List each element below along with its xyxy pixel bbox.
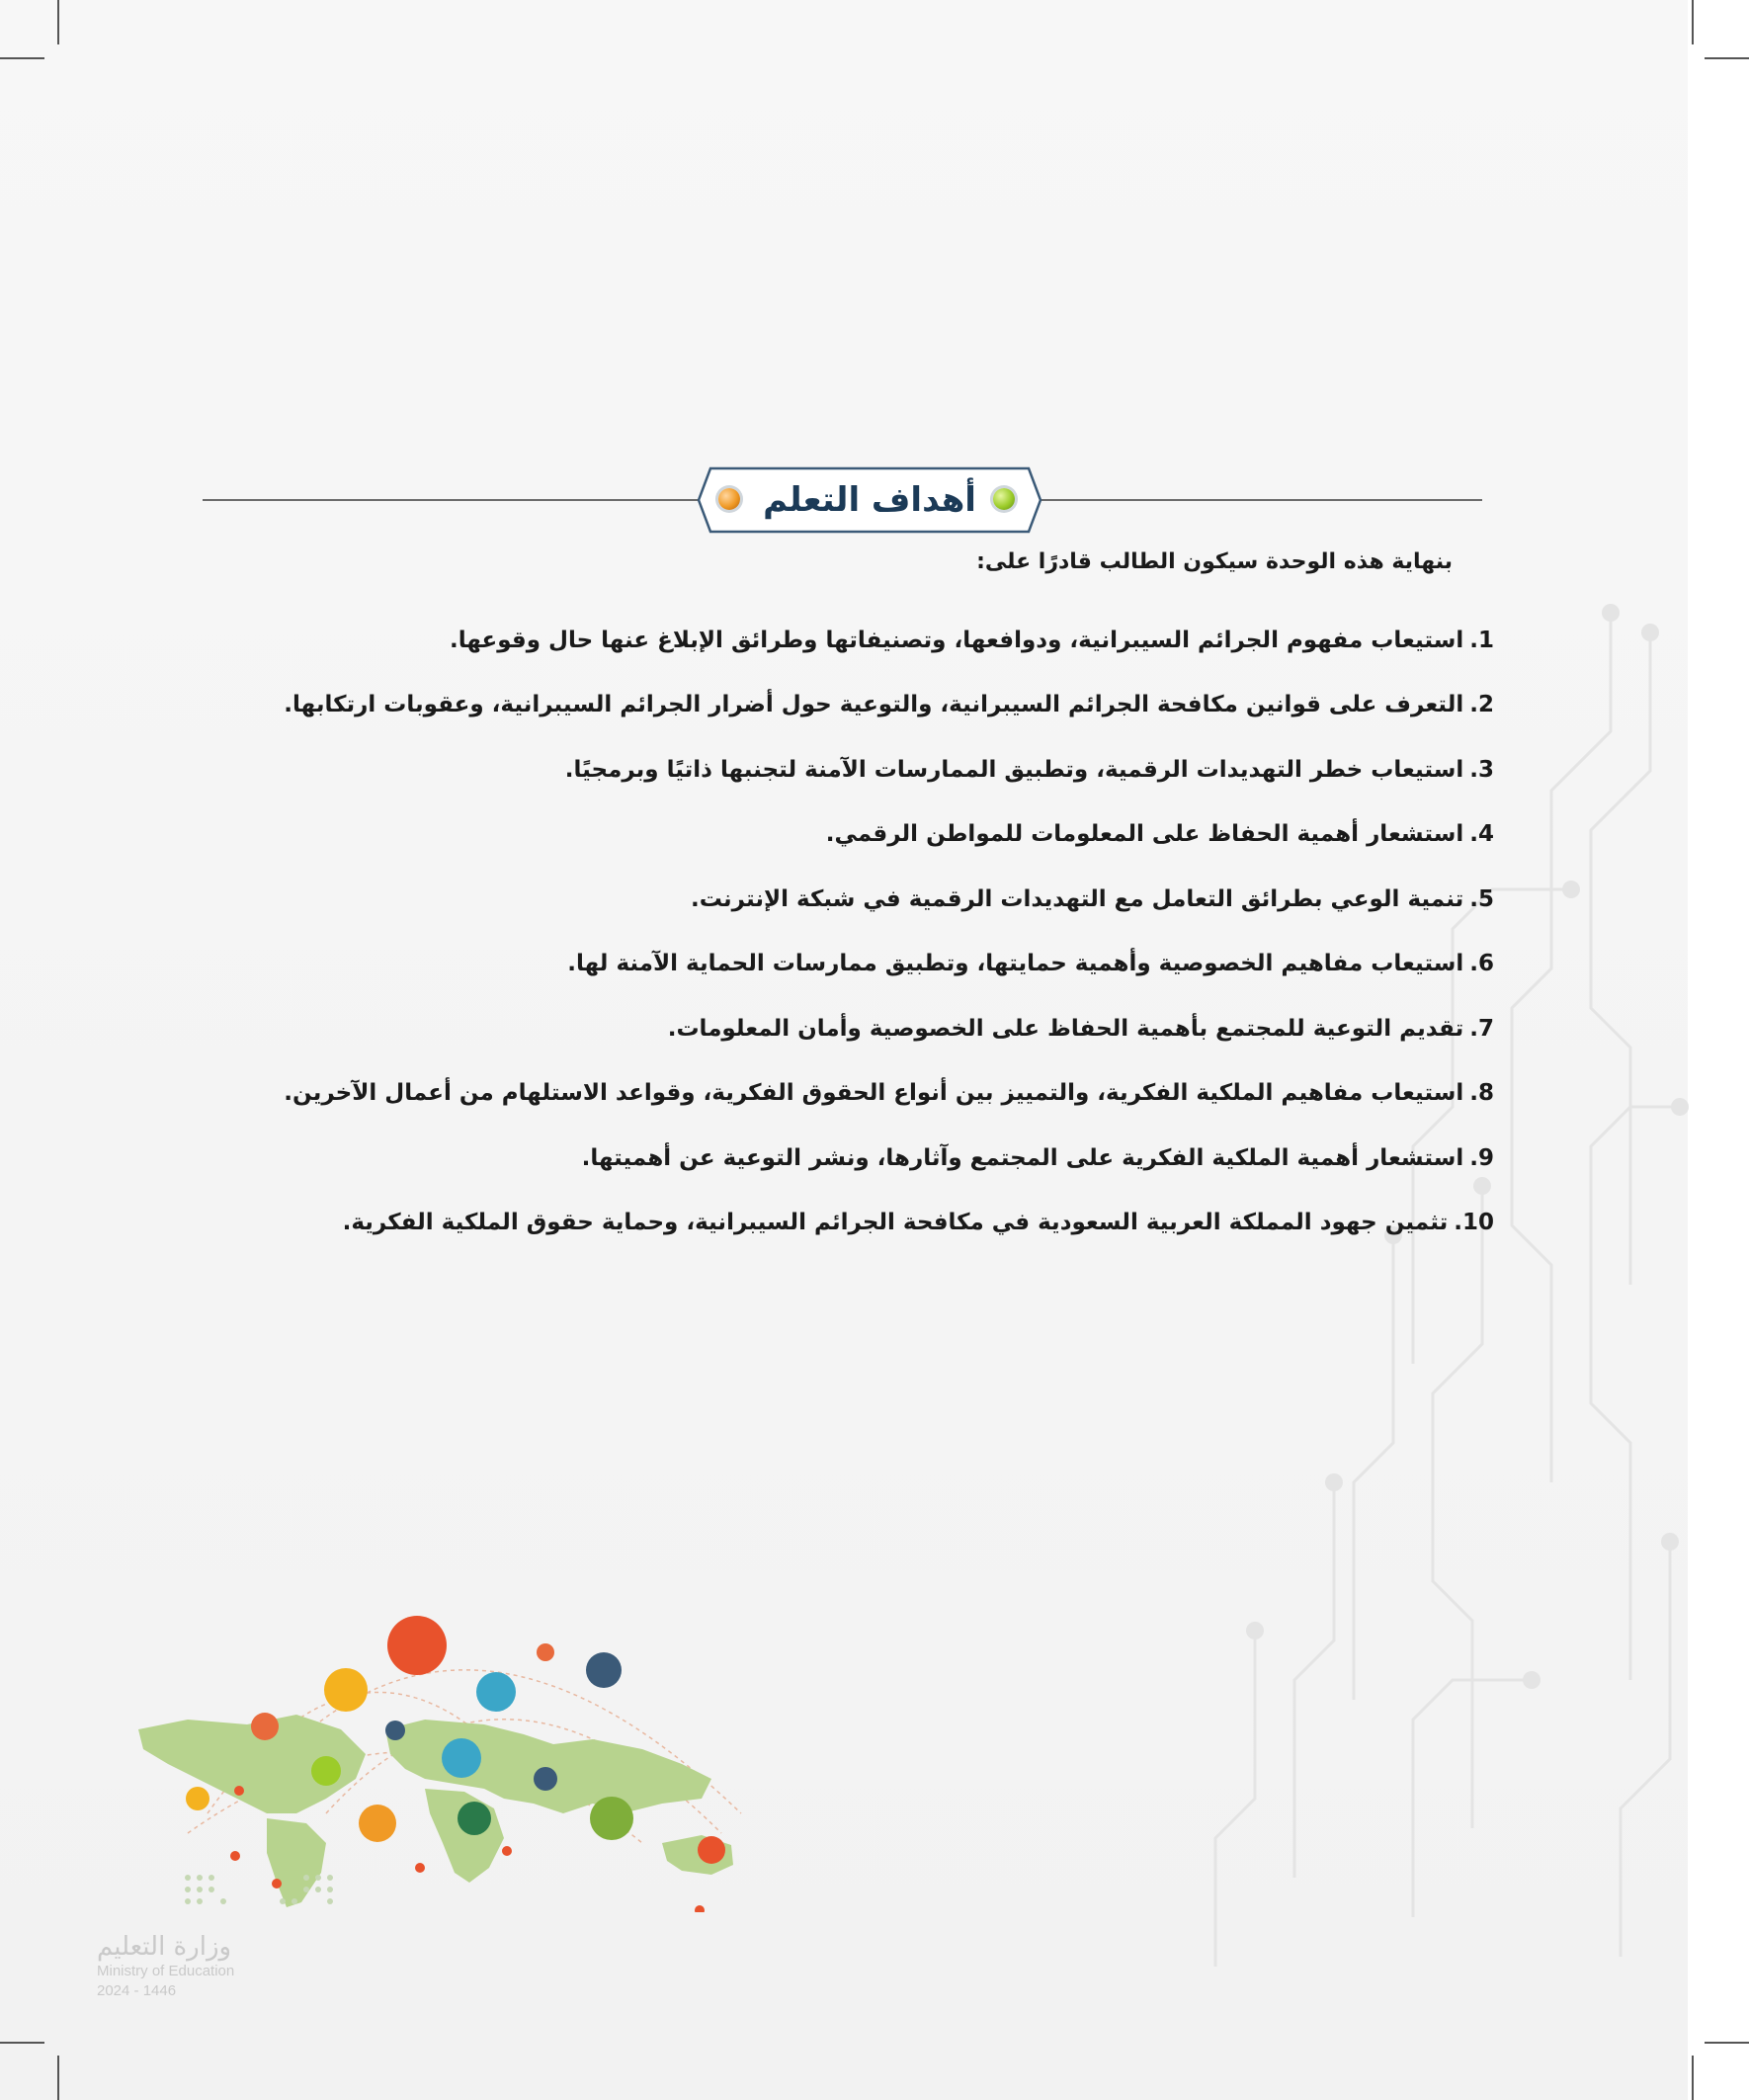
objective-number: 2.	[1469, 692, 1494, 718]
avatar	[324, 1668, 368, 1712]
objective-item	[259, 1126, 1494, 1191]
green-bullet-icon	[993, 488, 1015, 510]
avatar	[385, 1721, 405, 1740]
edition-year: 2024 - 1446	[97, 1982, 177, 1999]
objective-text: استيعاب مفاهيم الملكية الفكرية، والتمييز بين أنواع الحقوق الفكرية، وقواعد الاستلهام من أعمال الآخرين.	[284, 1080, 1464, 1107]
map-pin-icon	[415, 1863, 425, 1873]
avatar	[359, 1805, 396, 1842]
avatar	[537, 1643, 554, 1661]
objective-text: استيعاب مفهوم الجرائم السيبرانية، ودوافعها، وتصنيفاتها وطرائق الإبلاغ عنها حال وقوعها.	[449, 627, 1464, 653]
map-pin-icon	[502, 1846, 512, 1856]
avatar	[442, 1738, 481, 1778]
objective-item	[259, 608, 1494, 673]
objective-text: استشعار أهمية الملكية الفكرية على المجتمع وآثارها، ونشر التوعية عن أهميتها.	[581, 1144, 1464, 1171]
objective-number: 8.	[1469, 1080, 1494, 1107]
avatar	[458, 1802, 491, 1835]
map-pin-icon	[234, 1786, 244, 1796]
title-rule-left	[203, 499, 702, 501]
objective-item	[259, 673, 1494, 738]
objective-number: 4.	[1469, 821, 1494, 848]
avatar	[251, 1713, 279, 1740]
objective-item	[259, 932, 1494, 997]
map-pin-icon	[272, 1879, 282, 1889]
objective-number: 7.	[1469, 1015, 1494, 1042]
avatar	[186, 1787, 209, 1810]
objective-item	[259, 1061, 1494, 1127]
objective-item	[259, 737, 1494, 802]
map-pin-icon	[230, 1851, 240, 1861]
objective-number: 5.	[1469, 885, 1494, 912]
world-map	[138, 1715, 733, 1907]
intro-text: بنهاية هذه الوحدة سيكون الطالب قادرًا على:	[976, 549, 1453, 574]
world-network-illustration	[128, 1517, 781, 1912]
avatar	[534, 1767, 557, 1791]
crop-mark	[57, 0, 59, 44]
crop-mark	[0, 57, 44, 59]
ministry-name-arabic: وزارة التعليم	[97, 1932, 232, 1962]
title-frame	[697, 466, 1042, 534]
crop-mark	[1705, 2042, 1749, 2044]
objective-number: 6.	[1469, 951, 1494, 977]
objective-number: 1.	[1469, 627, 1494, 653]
avatar	[698, 1836, 725, 1864]
map-pin-icon	[695, 1905, 705, 1912]
avatar	[311, 1756, 341, 1786]
objective-item	[259, 1191, 1494, 1256]
page-title: أهداف التعلم	[763, 480, 976, 520]
objectives-list	[259, 608, 1494, 1255]
avatar	[590, 1797, 633, 1840]
crop-mark	[1692, 0, 1694, 44]
ministry-name-english: Ministry of Education	[97, 1963, 235, 1979]
objective-text: التعرف على قوانين مكافحة الجرائم السيبرانية، والتوعية حول أضرار الجرائم السيبرانية، وعقوبات ارتكابها.	[284, 692, 1464, 718]
objective-number: 9.	[1469, 1144, 1494, 1171]
objective-text: استيعاب مفاهيم الخصوصية وأهمية حمايتها، وتطبيق ممارسات الحماية الآمنة لها.	[567, 951, 1464, 977]
orange-bullet-icon	[718, 488, 740, 510]
crop-mark	[57, 2056, 59, 2100]
objective-number: 3.	[1469, 756, 1494, 783]
objective-text: تنمية الوعي بطرائق التعامل مع التهديدات الرقمية في شبكة الإنترنت.	[690, 885, 1464, 912]
objective-item	[259, 996, 1494, 1061]
ministry-logo	[97, 1932, 294, 2001]
objective-text: تقديم التوعية للمجتمع بأهمية الحفاظ على الخصوصية وأمان المعلومات.	[667, 1015, 1464, 1042]
avatar	[387, 1616, 447, 1675]
objective-number: 10.	[1454, 1210, 1494, 1236]
crop-mark	[1692, 2056, 1694, 2100]
objective-text: استشعار أهمية الحفاظ على المعلومات للمواطن الرقمي.	[825, 821, 1464, 848]
avatar	[586, 1652, 622, 1688]
avatar	[476, 1672, 516, 1712]
title-rule-right	[1038, 499, 1482, 501]
objective-item	[259, 867, 1494, 932]
objective-item	[259, 802, 1494, 868]
crop-mark	[0, 2042, 44, 2044]
objective-text: استيعاب خطر التهديدات الرقمية، وتطبيق الممارسات الآمنة لتجنبها ذاتيًا وبرمجيًا.	[564, 756, 1464, 783]
crop-mark	[1705, 57, 1749, 59]
objective-text: تثمين جهود المملكة العربية السعودية في مكافحة الجرائم السيبرانية، وحماية حقوق الملكية الفكرية.	[342, 1210, 1449, 1236]
